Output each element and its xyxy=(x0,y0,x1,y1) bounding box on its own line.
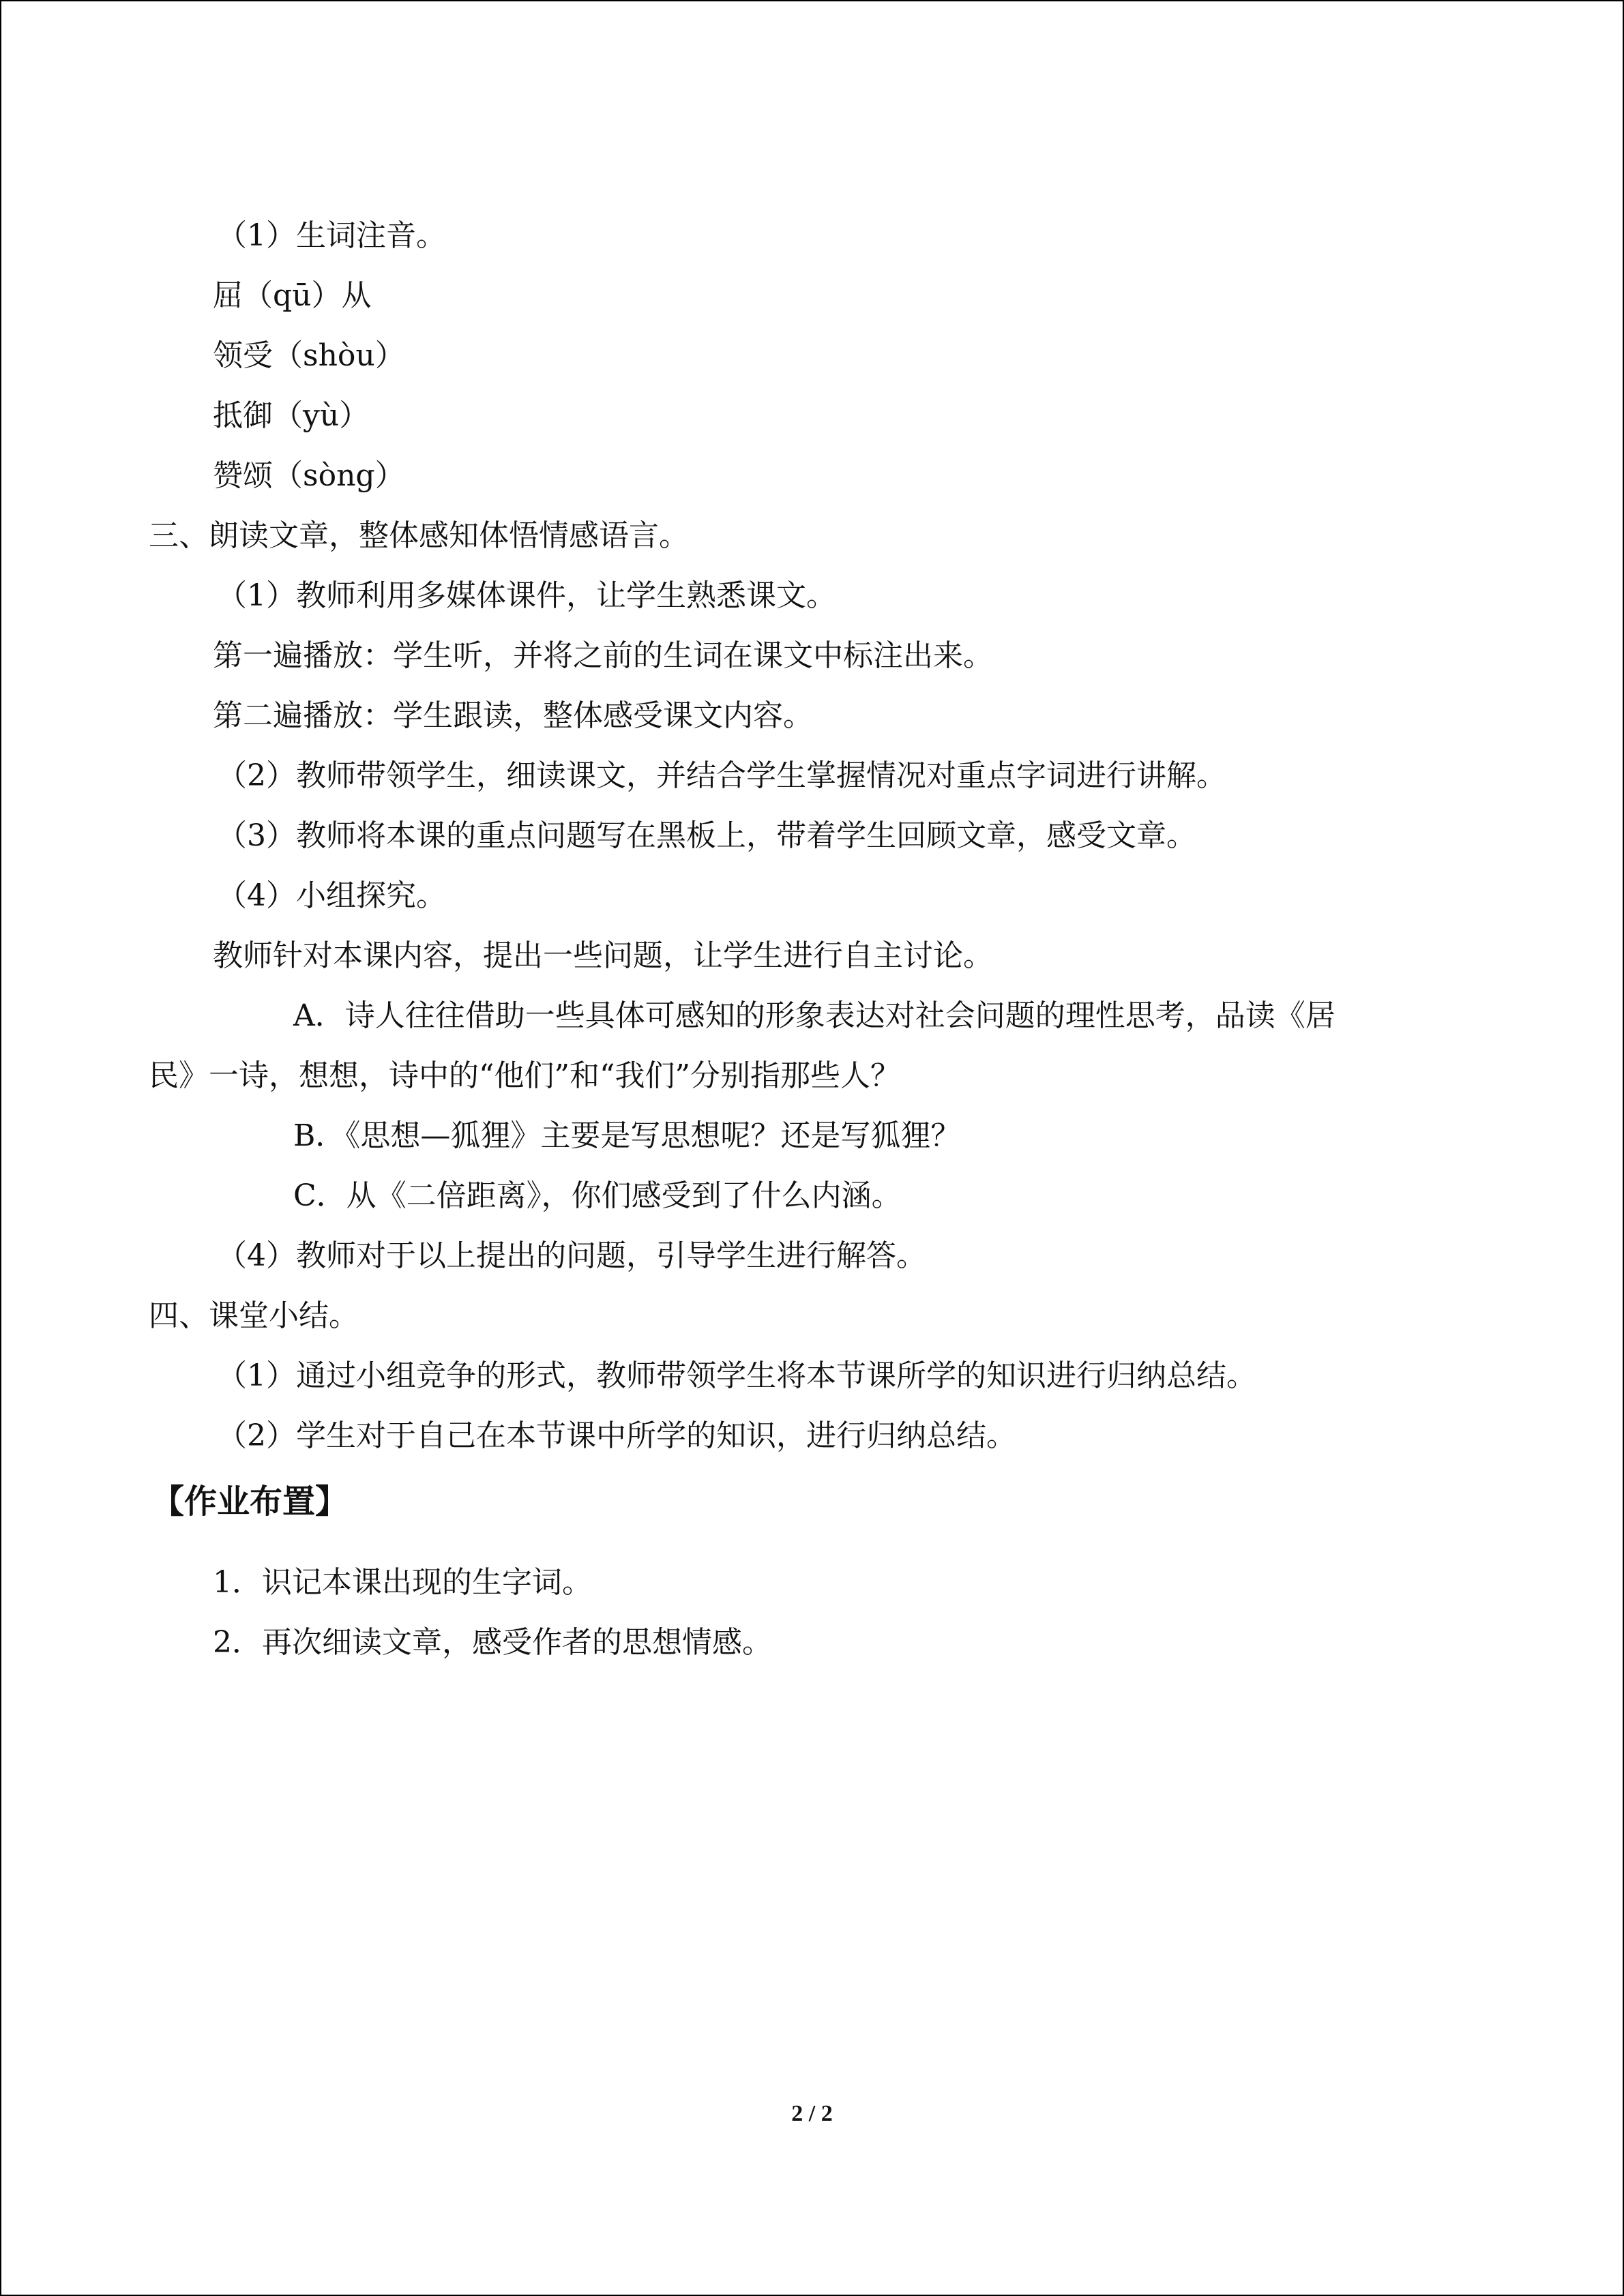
vocab-word-lingshou: 领受（shòu） xyxy=(213,338,405,373)
paragraph: （1）教师利用多媒体课件，让学生熟悉课文。 xyxy=(217,578,836,613)
homework-item: 2．再次细读文章，感受作者的思想情感。 xyxy=(213,1625,772,1660)
paragraph: 第二遍播放：学生跟读，整体感受课文内容。 xyxy=(213,698,813,733)
paragraph: （4）小组探究。 xyxy=(217,878,446,913)
paragraph: 第一遍播放：学生听，并将之前的生词在课文中标注出来。 xyxy=(213,638,993,673)
page-number: 2 / 2 xyxy=(791,2101,833,2126)
question-b: B．《思想—狐狸》主要是写思想呢？还是写狐狸？ xyxy=(293,1118,961,1153)
vocab-word-diyu: 抵御（yù） xyxy=(213,398,370,433)
homework-item: 1．识记本课出现的生字词。 xyxy=(213,1565,592,1600)
section-heading-3: 三、朗读文章，整体感知体悟情感语言。 xyxy=(149,518,689,553)
question-a-continued: 民》一诗，想想，诗中的“他们”和“我们”分别指那些人？ xyxy=(149,1058,900,1093)
paragraph: 教师针对本课内容，提出一些问题，让学生进行自主讨论。 xyxy=(213,938,993,973)
question-a: A．诗人往往借助一些具体可感知的形象表达对社会问题的理性思考，品读《居 xyxy=(293,998,1335,1033)
paragraph: （2）教师带领学生，细读课文，并结合学生掌握情况对重点字词进行讲解。 xyxy=(217,758,1226,793)
vocab-intro: （1）生词注音。 xyxy=(217,218,446,253)
vocab-word-qucong: 屈（qū）从 xyxy=(213,278,372,313)
paragraph: （1）通过小组竞争的形式，教师带领学生将本节课所学的知识进行归纳总结。 xyxy=(217,1358,1256,1393)
vocab-word-zansong: 赞颂（sòng） xyxy=(213,458,405,493)
section-heading-4: 四、课堂小结。 xyxy=(149,1298,359,1333)
homework-heading: 【作业布置】 xyxy=(151,1482,349,1521)
paragraph: （3）教师将本课的重点问题写在黑板上，带着学生回顾文章，感受文章。 xyxy=(217,818,1196,853)
question-c: C．从《二倍距离》，你们感受到了什么内涵。 xyxy=(293,1178,902,1213)
paragraph: （2）学生对于自己在本节课中所学的知识，进行归纳总结。 xyxy=(217,1418,1016,1453)
paragraph: （4）教师对于以上提出的问题，引导学生进行解答。 xyxy=(217,1238,926,1273)
